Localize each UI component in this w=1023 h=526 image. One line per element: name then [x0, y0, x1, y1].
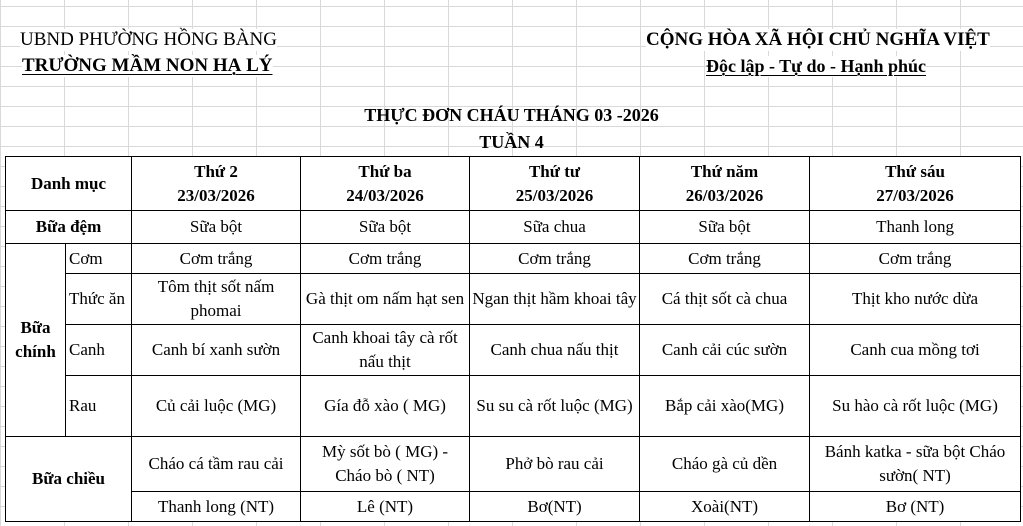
row-sublabel-rau: Rau	[66, 376, 132, 437]
row-sublabel-com: Cơm	[66, 244, 132, 274]
menu-cell: Bánh katka - sữa bột Cháo sườn( NT)	[810, 437, 1021, 492]
menu-table	[5, 156, 1021, 522]
menu-cell: Cơm trắng	[132, 244, 301, 274]
menu-cell: Cháo gà củ dền	[640, 437, 810, 492]
table-row-bua-dem	[6, 211, 1021, 244]
day-date: 25/03/2026	[515, 185, 594, 205]
menu-cell: Sữa bột	[132, 211, 301, 244]
day-date: 23/03/2026	[177, 185, 255, 205]
menu-cell: Canh bí xanh sườn	[132, 325, 301, 376]
menu-cell: Bơ (NT)	[810, 492, 1021, 522]
menu-cell: Củ cải luộc (MG)	[132, 376, 301, 437]
table-row-rau	[6, 376, 1021, 437]
national-motto-text: Độc lập - Tự do - Hạnh phúc	[706, 56, 927, 76]
menu-cell: Thanh long	[810, 211, 1021, 244]
menu-cell: Bơ(NT)	[470, 492, 640, 522]
menu-cell: Xoài(NT)	[640, 492, 810, 522]
day-name: Thứ ba	[358, 161, 412, 181]
menu-cell: Cơm trắng	[301, 244, 470, 274]
menu-cell: Canh cua mồng tơi	[810, 325, 1021, 376]
menu-cell: Phở bò rau cải	[470, 437, 640, 492]
menu-cell: Mỳ sốt bò ( MG) - Cháo bò ( NT)	[301, 437, 470, 492]
table-row-thuc-an	[6, 274, 1021, 325]
day-header-wed	[470, 157, 640, 211]
menu-title: THỰC ĐƠN CHÁU THÁNG 03 -2026	[364, 105, 659, 125]
menu-cell: Thịt kho nước dừa	[810, 274, 1021, 325]
menu-cell: Sữa chua	[470, 211, 640, 244]
day-header-mon	[132, 157, 301, 211]
ward-name: UBND PHƯỜNG HỒNG BÀNG	[20, 29, 278, 50]
menu-cell: Canh chua nấu thịt	[470, 325, 640, 376]
day-header-tue	[301, 157, 470, 211]
table-row-canh	[6, 325, 1021, 376]
menu-cell: Sữa bột	[640, 211, 810, 244]
menu-cell: Cơm trắng	[810, 244, 1021, 274]
row-sublabel-canh: Canh	[66, 325, 132, 376]
menu-cell: Cơm trắng	[640, 244, 810, 274]
menu-cell: Lê (NT)	[301, 492, 470, 522]
row-label-bua-chinh: Bữa chính	[6, 244, 66, 437]
row-label-bua-chieu: Bữa chiều	[6, 437, 132, 522]
table-row-bua-chieu-main	[6, 437, 1021, 492]
menu-cell: Canh khoai tây cà rốt nấu thịt	[301, 325, 470, 376]
header-row	[6, 157, 1021, 211]
menu-cell: Cá thịt sốt cà chua	[640, 274, 810, 325]
menu-cell: Su hào cà rốt luộc (MG)	[810, 376, 1021, 437]
day-date: 26/03/2026	[685, 185, 764, 205]
day-header-thu	[640, 157, 810, 211]
menu-week: TUẦN 4	[479, 132, 544, 152]
school-name-text: TRƯỜNG MẦM NON HẠ LÝ	[22, 55, 273, 76]
table-row-com	[6, 244, 1021, 274]
menu-cell: Bắp cải xào(MG)	[640, 376, 810, 437]
day-date: 27/03/2026	[876, 185, 954, 205]
table-row-bua-chieu-fruit	[6, 492, 1021, 522]
row-sublabel-thuc-an: Thức ăn	[66, 274, 132, 325]
menu-cell: Cháo cá tầm rau cải	[132, 437, 301, 492]
category-header: Danh mục	[6, 157, 132, 211]
menu-cell: Sữa bột	[301, 211, 470, 244]
menu-cell: Gía đỗ xào ( MG)	[301, 376, 470, 437]
day-name: Thứ sáu	[885, 161, 945, 181]
menu-cell: Cơm trắng	[470, 244, 640, 274]
national-motto	[706, 56, 926, 77]
menu-cell: Gà thịt om nấm hạt sen	[301, 274, 470, 325]
day-header-fri	[810, 157, 1021, 211]
menu-cell: Thanh long (NT)	[132, 492, 301, 522]
day-name: Thứ tư	[528, 161, 581, 181]
day-date: 24/03/2026	[346, 185, 424, 205]
menu-cell: Tôm thịt sốt nấm phomai	[132, 274, 301, 325]
row-label-bua-dem: Bữa đệm	[6, 211, 132, 244]
menu-cell: Canh cải cúc sườn	[640, 325, 810, 376]
menu-cell: Su su cà rốt luộc (MG)	[470, 376, 640, 437]
day-name: Thứ năm	[690, 161, 759, 181]
national-title: CỘNG HÒA XÃ HỘI CHỦ NGHĨA VIỆT	[646, 29, 990, 50]
school-name	[22, 55, 273, 77]
day-name: Thứ 2	[194, 161, 238, 181]
menu-cell: Ngan thịt hầm khoai tây	[470, 274, 640, 325]
